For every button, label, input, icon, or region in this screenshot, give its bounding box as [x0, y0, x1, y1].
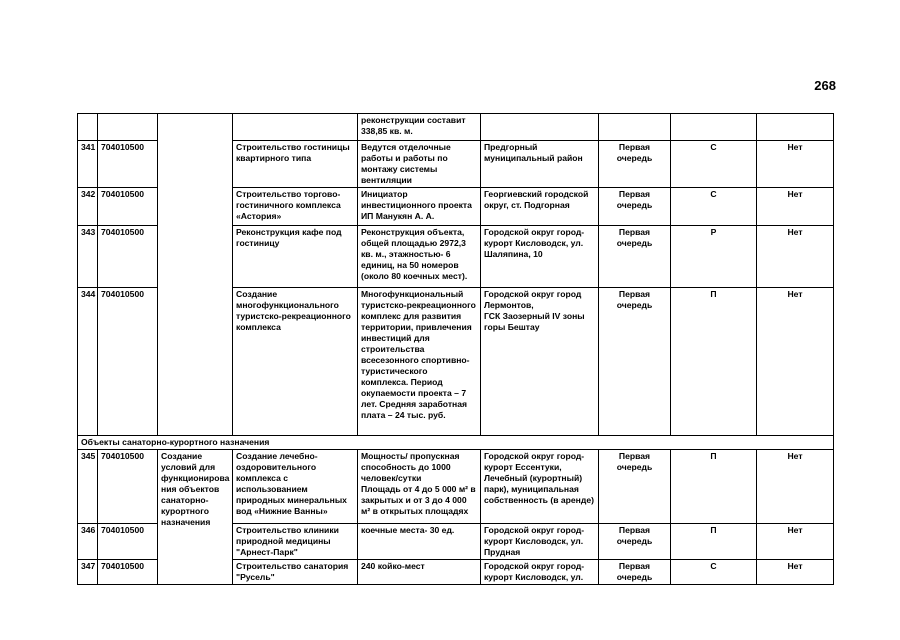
- cell-num: 347: [78, 560, 98, 585]
- cell-name: Создание лечебно-оздоровительного комплекса с использованием природных минеральных вод «Нижние Ванны»: [233, 450, 358, 524]
- cell-desc: Реконструкция объекта, общей площадью 2972,3 кв. м., этажностью- 6 единиц, на 50 номеров (около 80 коечных мест).: [358, 226, 481, 288]
- cell-flag: Нет: [757, 141, 834, 188]
- cell-category: П: [671, 450, 757, 524]
- cell-desc: Мощность/ пропускная способность до 1000 человек/сутки Площадь от 4 до 5 000 м² в закрытых и от 3 до 4 000 м² в открытых площадях: [358, 450, 481, 524]
- cell-location: Городской округ город-курорт Кисловодск, ул. Шаляпина, 10: [481, 226, 599, 288]
- cell-category: С: [671, 560, 757, 585]
- cell-desc: Многофункциональный туристско-рекреационного комплекс для развития территории, привлечения инвестиций для строительства всесезонного спортивно-туристического комплекса. Период окупаемости проекта – 7 лет. Средняя заработная плата – 24 тыс. руб.: [358, 288, 481, 436]
- cell-queue: Первая очередь: [599, 188, 671, 226]
- cell-code: 704010500: [98, 524, 158, 560]
- cell-num: 341: [78, 141, 98, 188]
- cell-code: 704010500: [98, 188, 158, 226]
- cell-flag: Нет: [757, 560, 834, 585]
- cell-name: Реконструкция кафе под гостиницу: [233, 226, 358, 288]
- cell-code: 704010500: [98, 288, 158, 436]
- cell-queue: Первая очередь: [599, 141, 671, 188]
- cell-purpose-group-1: [158, 114, 233, 436]
- cell-desc: Ведутся отделочные работы и работы по монтажу системы вентиляции: [358, 141, 481, 188]
- cell-flag: Нет: [757, 226, 834, 288]
- cell-flag: [757, 114, 834, 141]
- section-header-row: [78, 436, 834, 450]
- cell-num: 343: [78, 226, 98, 288]
- cell-location: Городской округ город Лермонтов, ГСК Заозерный IV зоны горы Бештау: [481, 288, 599, 436]
- cell-queue: Первая очередь: [599, 524, 671, 560]
- cell-queue: Первая очередь: [599, 560, 671, 585]
- cell-category: Р: [671, 226, 757, 288]
- cell-purpose-group-2: Создание условий для функционирова ния объектов санаторно-курортного назначения: [158, 450, 233, 585]
- cell-flag: Нет: [757, 288, 834, 436]
- cell-name: [233, 114, 358, 141]
- cell-num: 345: [78, 450, 98, 524]
- cell-code: 704010500: [98, 450, 158, 524]
- cell-location: Георгиевский городской округ, ст. Подгорная: [481, 188, 599, 226]
- cell-category: [671, 114, 757, 141]
- cell-location: Городской округ город-курорт Кисловодск, ул. Прудная: [481, 524, 599, 560]
- cell-category: П: [671, 288, 757, 436]
- cell-name: Создание многофункционального туристско-рекреационного комплекса: [233, 288, 358, 436]
- cell-location: Предгорный муниципальный район: [481, 141, 599, 188]
- cell-desc: Инициатор инвестиционного проекта ИП Манукян А. А.: [358, 188, 481, 226]
- cell-desc: 240 койко-мест: [358, 560, 481, 585]
- page-number: 268: [814, 78, 836, 93]
- cell-flag: Нет: [757, 524, 834, 560]
- cell-num: 344: [78, 288, 98, 436]
- cell-category: П: [671, 524, 757, 560]
- cell-code: 704010500: [98, 560, 158, 585]
- cell-code: 704010500: [98, 141, 158, 188]
- cell-location: Городской округ город-курорт Кисловодск, ул.: [481, 560, 599, 585]
- section-title: Объекты санаторно-курортного назначения: [78, 436, 834, 450]
- cell-queue: Первая очередь: [599, 288, 671, 436]
- cell-code: 704010500: [98, 226, 158, 288]
- cell-name: Строительство гостиницы квартирного типа: [233, 141, 358, 188]
- cell-flag: Нет: [757, 450, 834, 524]
- table-row: [78, 450, 834, 524]
- document-table: [77, 113, 834, 585]
- cell-name: Строительство торгово-гостиничного комплекса «Астория»: [233, 188, 358, 226]
- cell-queue: Первая очередь: [599, 226, 671, 288]
- cell-queue: Первая очередь: [599, 450, 671, 524]
- cell-num: 346: [78, 524, 98, 560]
- cell-location: Городской округ город-курорт Ессентуки, Лечебный (курортный) парк), муниципальная собственность (в аренде): [481, 450, 599, 524]
- cell-name: Строительство санатория "Русель": [233, 560, 358, 585]
- cell-flag: Нет: [757, 188, 834, 226]
- cell-name: Строительство клиники природной медицины "Арнест-Парк": [233, 524, 358, 560]
- cell-code: [98, 114, 158, 141]
- cell-queue: [599, 114, 671, 141]
- cell-category: С: [671, 188, 757, 226]
- cell-num: [78, 114, 98, 141]
- cell-num: 342: [78, 188, 98, 226]
- cell-desc: реконструкции составит 338,85 кв. м.: [358, 114, 481, 141]
- cell-desc: коечные места- 30 ед.: [358, 524, 481, 560]
- cell-category: С: [671, 141, 757, 188]
- table-row-continuation: [78, 114, 834, 141]
- cell-location: [481, 114, 599, 141]
